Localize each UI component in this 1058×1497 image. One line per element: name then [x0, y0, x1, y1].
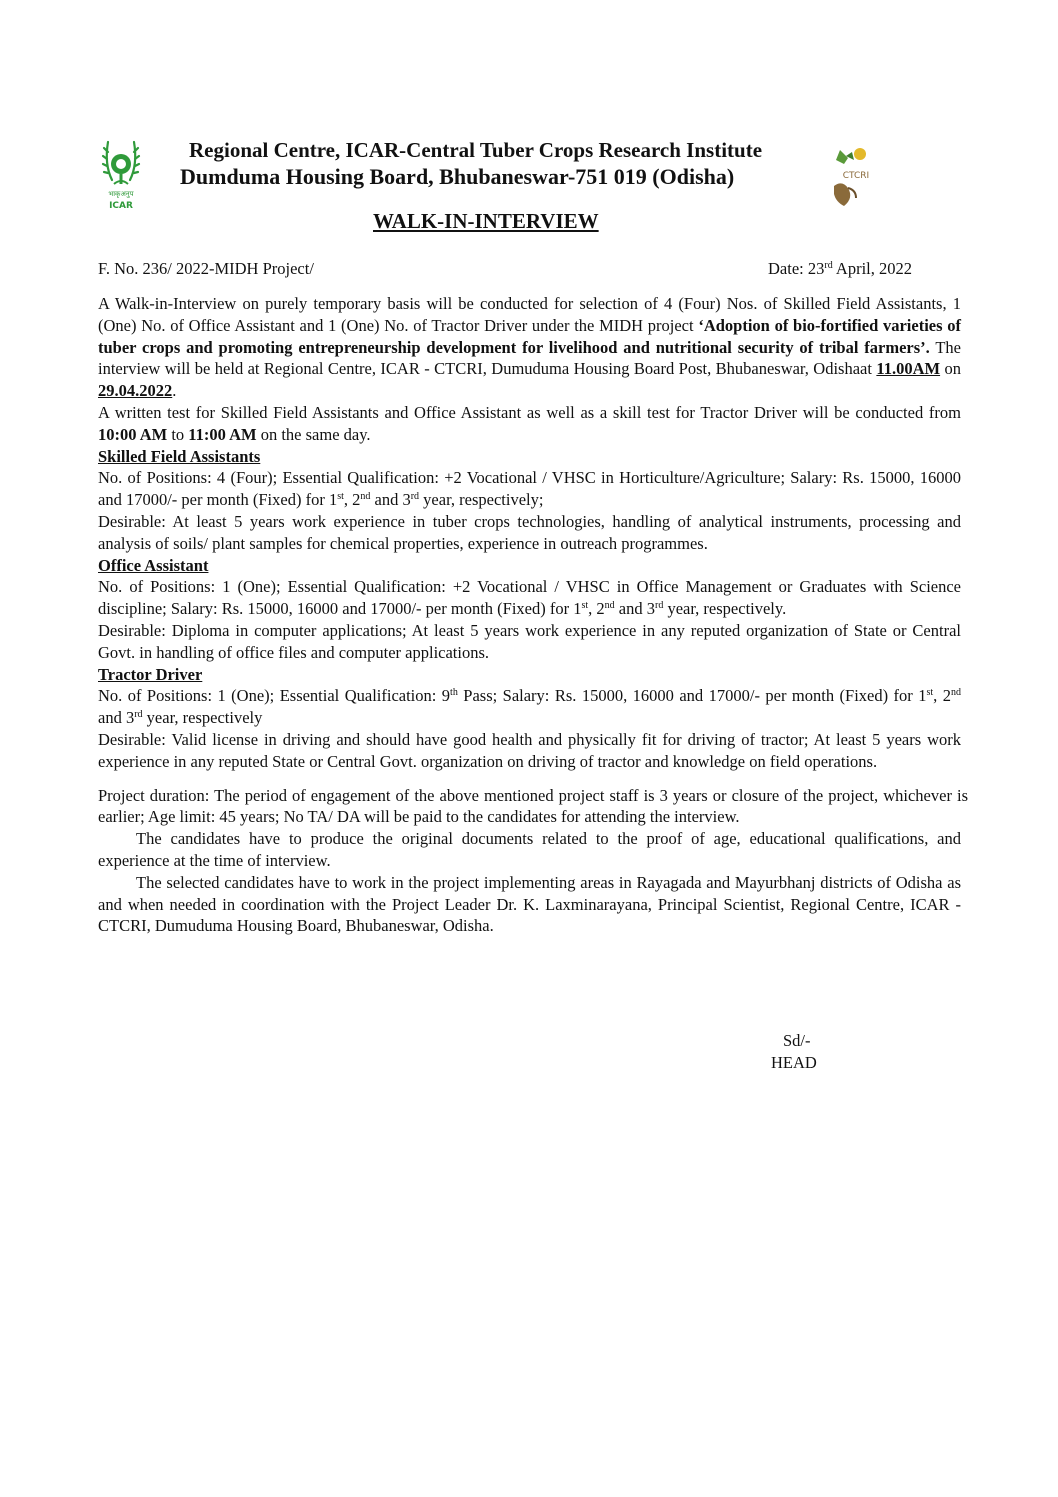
notice-date: Date: 23rd April, 2022 [768, 259, 912, 278]
svg-text:ICAR: ICAR [109, 201, 133, 211]
institute-name: Regional Centre, ICAR-Central Tuber Crops Research Institute [189, 138, 763, 162]
file-number: F. No. 236/ 2022-MIDH Project/ [98, 259, 314, 278]
svg-text:भाकृअनुप: भाकृअनुप [108, 190, 134, 198]
interview-date: 29.04.2022 [98, 381, 173, 401]
signature-mark: Sd/- [783, 1031, 811, 1050]
sfa-details: No. of Positions: 4 (Four); Essential Qualification: +2 Vocational / VHSC in Horticulture/Agriculture; Salary: Rs. 15000, 16000 and 17000/- per month (Fixed) for 1st, 2nd and 3rd year, respectively; [98, 468, 961, 510]
section-heading-oa: Office Assistant [98, 555, 209, 575]
institute-address: Dumduma Housing Board, Bhubaneswar-751 019 (Odisha) [180, 164, 735, 189]
oa-desirable: Desirable: Diploma in computer applications; At least 5 years work experience in any reputed organization of State or Central Govt. in handling of office files and computer applications. [98, 620, 961, 662]
interview-time: 11.00AM [876, 359, 941, 379]
duration-paragraph: Project duration: The period of engagement of the above mentioned project staff is 3 years or closure of the project, whichever is earlier; Age limit: 45 years; No TA/ DA will be paid to the candidates for attending the interview. [98, 785, 968, 827]
td-desirable: Desirable: Valid license in driving and should have good health and physically fit for driving of tractor; At least 5 years work experience in any reputed State or Central Govt. organization on driving of tractor and knowledge on field operations. [98, 729, 961, 771]
notice-body [98, 293, 968, 937]
icar-logo [96, 134, 146, 214]
selected-paragraph: The selected candidates have to work in the project implementing areas in Rayagada and Mayurbhanj districts of Odisha as and when needed in coordination with the Project Leader Dr. K. Laxminarayana, Principal Scientist, Regional Centre, ICAR - CTCRI, Dumuduma Housing Board, Bhubaneswar, Odisha. [98, 872, 961, 936]
page-title: WALK-IN-INTERVIEW [373, 209, 599, 233]
test-paragraph: A written test for Skilled Field Assistants and Office Assistant as well as a skill test for Tractor Driver will be conducted from 10:00 AM to 11:00 AM on the same day. [98, 402, 961, 444]
documents-paragraph: The candidates have to produce the original documents related to the proof of age, educational qualifications, and experience at the time of interview. [98, 829, 961, 870]
td-details: No. of Positions: 1 (One); Essential Qualification: 9th Pass; Salary: Rs. 15000, 16000 and 17000/- per month (Fixed) for 1st, 2nd and 3rd year, respectively [98, 686, 961, 728]
project-title: ‘Adoption of bio-fortified varieties of tuber crops and promoting entrepreneurship development for livelihood and nutritional security of tribal farmers’. [98, 315, 962, 357]
oa-details: No. of Positions: 1 (One); Essential Qualification: +2 Vocational / VHSC in Office Management or Graduates with Science discipline; Salary: Rs. 15000, 16000 and 17000/- per month (Fixed) for 1st, 2nd and 3rd year, respectively. [98, 577, 961, 619]
section-heading-sfa: Skilled Field Assistants [98, 446, 261, 466]
signatory-designation: HEAD [771, 1053, 817, 1072]
svg-text:CTCRI: CTCRI [842, 171, 870, 181]
sfa-desirable: Desirable: At least 5 years work experience in tuber crops technologies, handling of analytical instruments, processing and analysis of soils/ plant samples for chemical properties, experience in outreach programmes. [98, 511, 961, 553]
intro-paragraph: A Walk-in-Interview on purely temporary basis will be conducted for selection of 4 (Four) Nos. of Skilled Field Assistants, 1 (One) No. of Office Assistant and 1 (One) No. of Tractor Driver under the MIDH project ‘Adoption of bio-fortified varieties of tuber crops and promoting entrepreneurship development for livelihood and nutritional security of tribal farmers’. The interview will be held at Regional Centre, ICAR - CTCRI, Dumuduma Housing Board Post, Bhubaneswar, Odishaat 11.00AM on 29.04.2022. [98, 294, 962, 401]
ctcri-logo [826, 142, 874, 212]
section-heading-td: Tractor Driver [98, 664, 203, 684]
